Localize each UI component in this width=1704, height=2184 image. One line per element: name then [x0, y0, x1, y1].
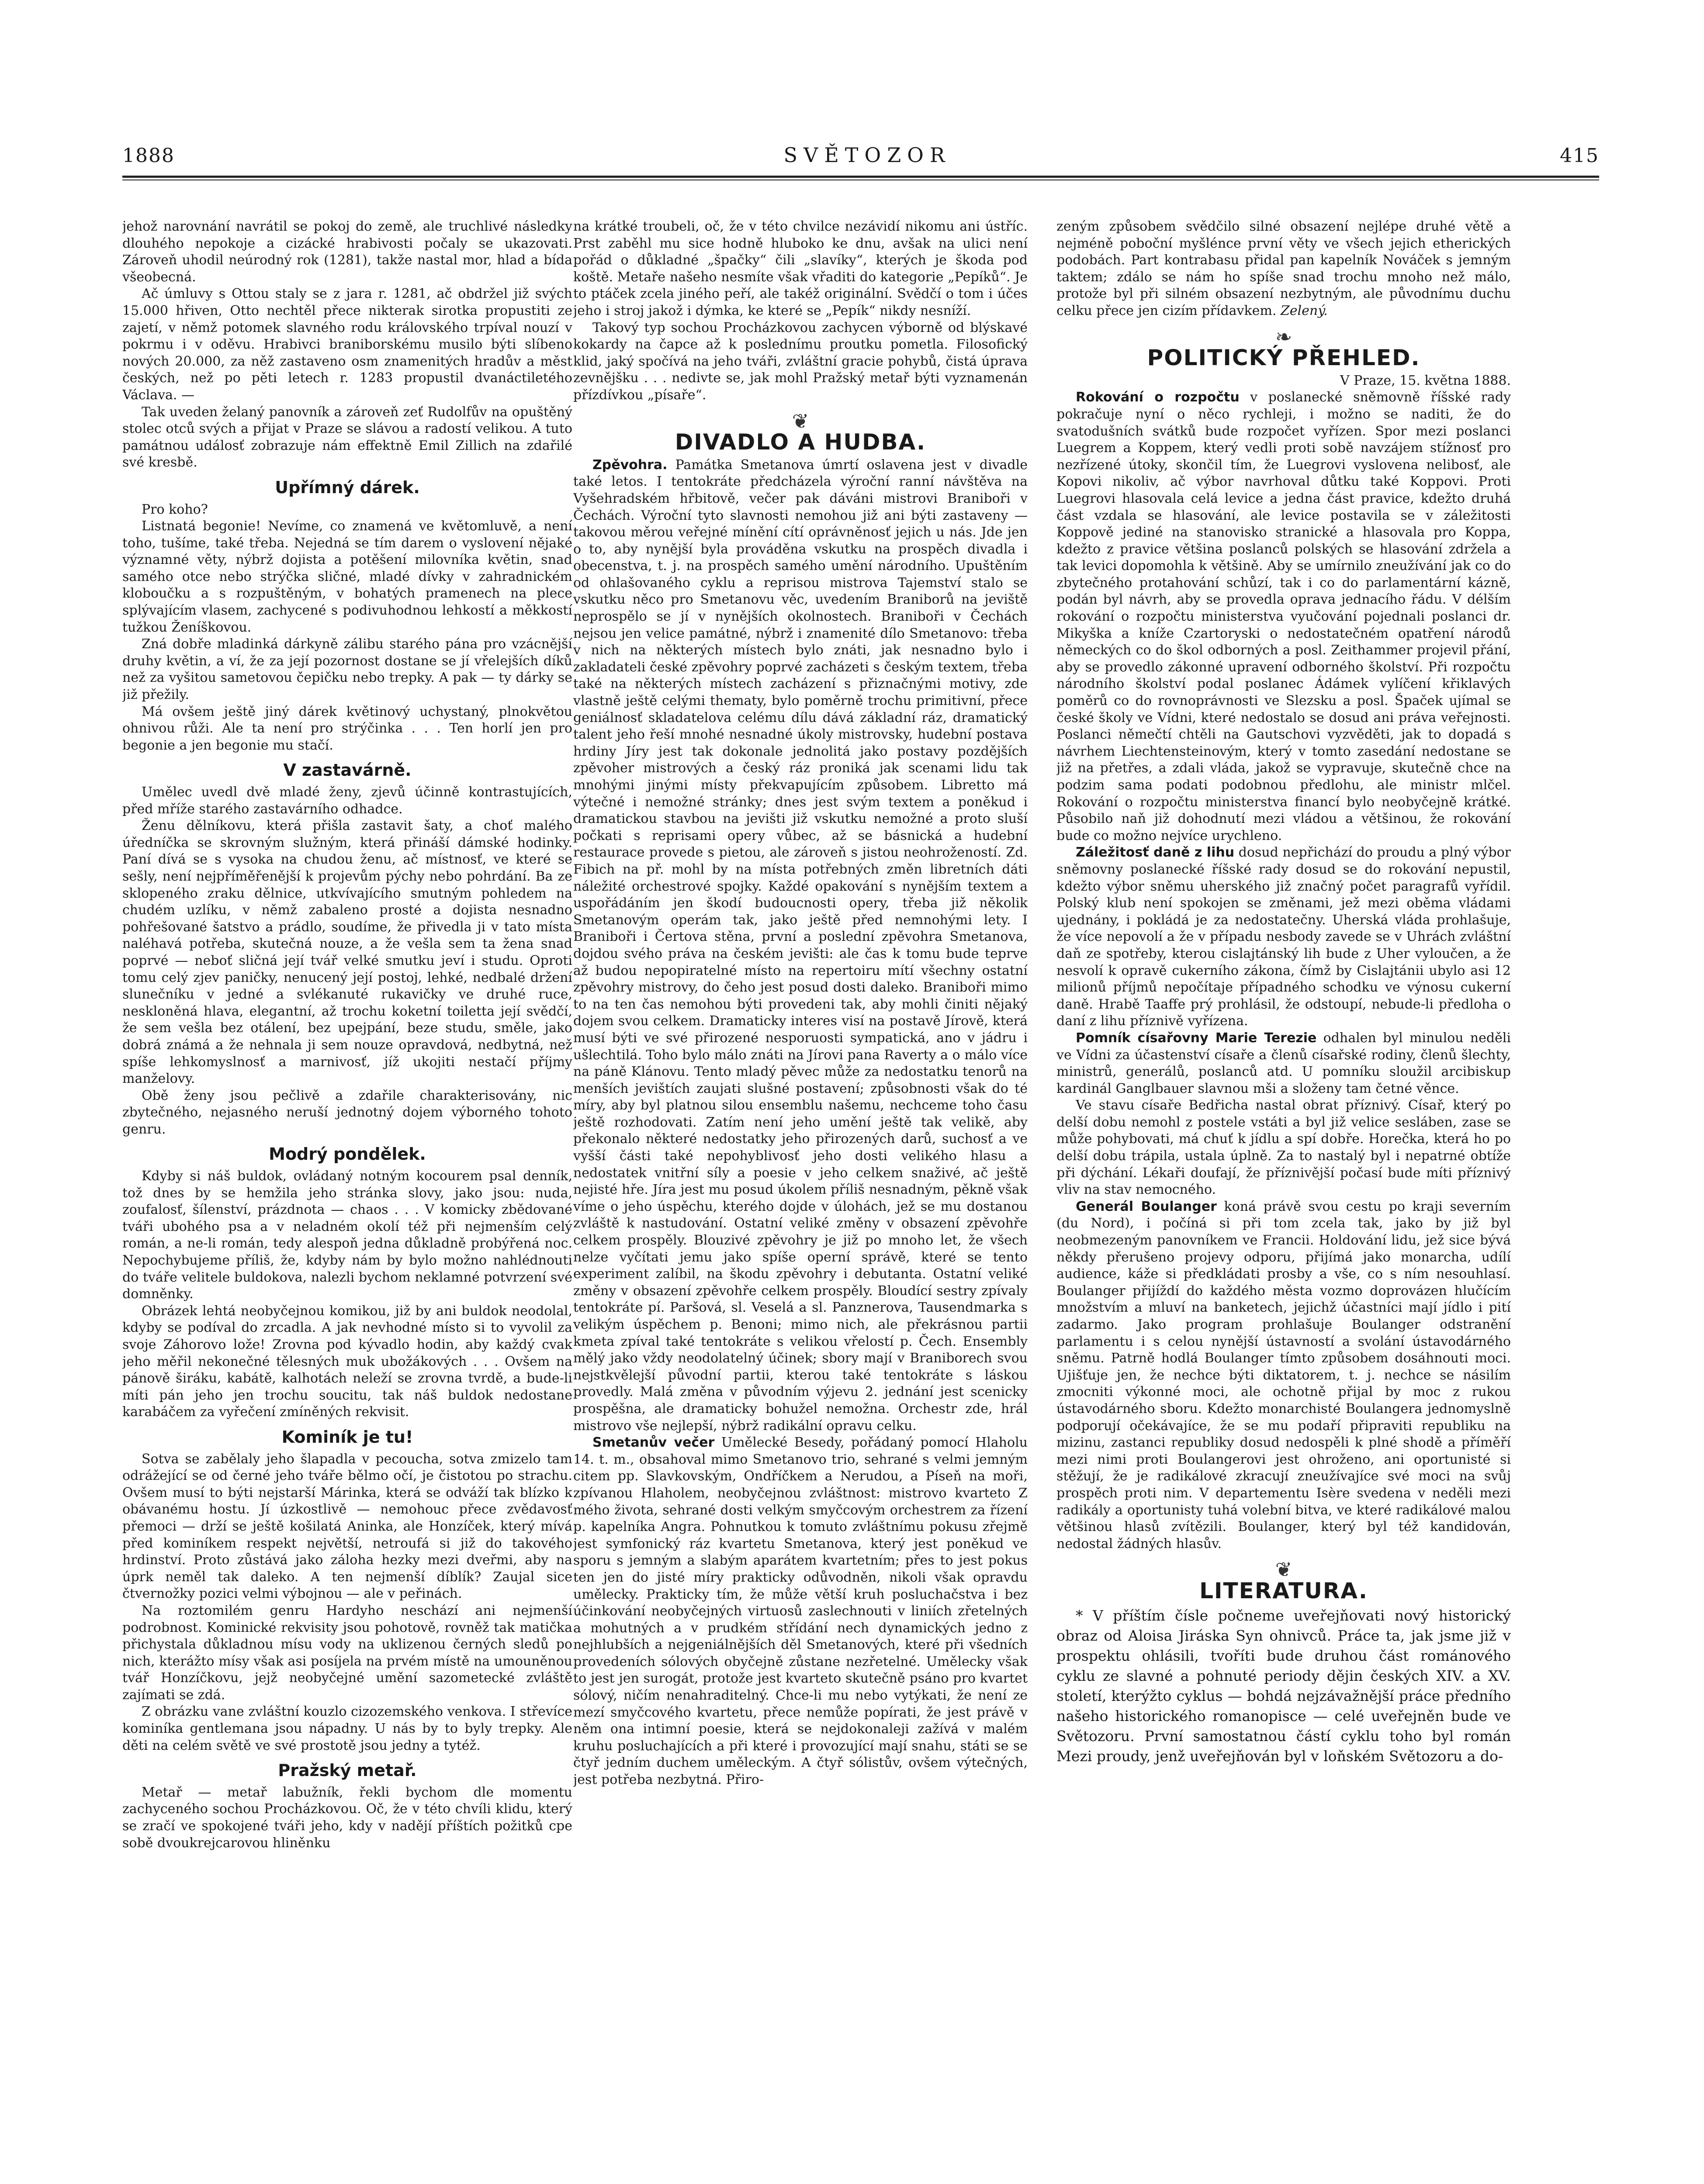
paragraph: Má ovšem ještě jiný dárek květinový uchystaný, plnokvětou ohnivou růži. Ale ta není pro strýčinka . . . Ten horlí jen pro begonie a jen begonie mu stačí. — [122, 704, 572, 753]
paragraph: na krátké troubeli, oč, že v této chvilce nezávidí nikomu ani ústříc. Prst zaběhl mu sice hodně hluboko ke dnu, avšak na ulici není pořád o důkladné „špačky“ čili „slavíky“, kterých je škoda pod koště. Metaře našeho nesmíte však vřaditi do kategorie „Pepíků“. Je to ptáček zcela jiného peří, ale takéž originální. Svědčí o tom i účes jeho i stroj jakož i dýmka, ke které se „Pepík“ nikdy nesníží. — [573, 219, 1028, 318]
paragraph: Metař — metař labužník, řekli bychom dle momentu zachyceného sochou Procházkovou. Oč, že v této chvíli klidu, který se zračí ve spokojené tváři jeho, kdy v nadějí příštích požitků cpe sobě dvoukrejcarovou hliněnku — [122, 1784, 572, 1851]
section-heading-theatre: DIVADLO A HUDBA. — [675, 429, 926, 455]
paragraph: Tak uveden želaný panovník a zároveň zeť Rudolfův na opuštěný stolec otců svých a přijat v Praze se slávou a radostí velikou. A tuto památnou událosť zobrazuje nám effektně Emil Zillich na zdařilé své kresbě. — [122, 404, 572, 470]
column-left — [122, 218, 572, 2118]
paragraph: Zpěvohra. Památka Smetanova úmrtí oslavena jest v divadle také letos. I tentokráte předcházela výroční ranní návštěva na Vyšehradském hřbitově, večer pak dáváni mistrovi Braniboři v Čechách. Výroční tyto slavnosti nemohou již ani býti zastaveny — takovou měrou veřejné mínění cítí oprávněnosť jejich u nás. Jde jen o to, aby nynější byla prováděna vskutku na prospěch divadla i obecenstva, t. j. na prospěch samého umění národního. Upuštěním od ohlašovaného cyklu a reprisou mistrova Tajemství stalo se vskutku něco pro Smetanovu věc, uvedením Braniborů na jeviště neprospělo se jí v nynějších okolnostech. Braniboři v Čechách nejsou jen velice památné, nýbrž i znamenité dílo Smetanovo: třeba v nich na některých místech bylo znáti, jak nesnadno bylo i zakladateli české zpěvohry poprvé zacházeti s českým textem, třeba také na některých místech zacházení s přiznačnými motivy, zde vlastně ještě celými thematy, bylo poměrně trochu primitivní, přece geniálnosť skladatelova celému dílu dává základní ráz, dramatický talent jeho řeší mnohé nesnadné úkoly mistrovsky, hudební postava hrdiny Jíry jest tak dokonale jednolitá jako postavy pozdějších zpěvoher mistrových a český ráz proniká jak scenami lidu tak mnohými jinými místy překvapujícím způsobem. Libretto má výtečné i nemožné stránky; dnes jest svým textem a poněkud i dramatickou stavbou na jevišti již vskutku nemožné a proto sluší počkati s reprisami opery vůbec, až se básnická a hudební restaurace provede s pietou, ale zároveň s jistou neohrožeností. Zd. Fibich na př. mohl by na místa potřebných změn libretních dáti náležité orchestrové spojky. Každé opakování s nynějším textem a uspořádáním jen škodí budoucnosti opery, třeba již několik Smetanovým operám tak, jako ještě před nemnohými lety. I Braniboři i Čertova stěna, první a poslední zpěvohra Smetanova, dojdou svého práva na českém jevišti: ale čas k tomu bude teprve až budou nepopiratelné místo na repertoiru mítí všechny ostatní zpěvohry mistrovy, do čeho jest posud dosti daleko. Braniboři mimo to na ten čas nemohou býti provedeni tak, aby mohli činiti nějaký dojem svou celkem. Dramaticky interes visí na postavě Jírově, která musí býti ve své přirozené nesporuosti sympatická, ano v jádru i ušlechtilá. Toho bylo málo znáti na Jírovi pana Raverty a o málo více na páně Klánovu. Tento mladý pěvec může za nedostatku tenorů na menších jevištích zaujati slušné postavení; způsobnosti však do té míry, aby byl platnou silou ensemblu našemu, nechceme toho času ještě rozhodovati. Zatím není jeho umění ještě tak velikě, aby překonalo některé nedostatky jeho přirozených darů, suchosť a ve vyšší části také nepohyblivosť jeho dosti velikého hlasu a nedostatek vnitřní síly a poesie v jeho celkem snaživé, ač ještě nejisté hře. Jíra jest mu posud úkolem příliš nesnadným, pěkně však víme o jeho úspěchu, kterého dojde v úlohách, jež se mu dostanou zvláště k nastudování. Ostatní veliké změny v obsazení zpěvohře celkem prospěly. Blouzivé zpěvohry je již po mnoho let, že všech nelze vyčítati jemu jako spíše operní správě, které se tento experiment zalíbil, na škodu zpěvohry i debutanta. Ostatní veliké změny v obsazení zpěvohře celkem prospěly. Bloudící sestry zpívaly tentokráte pí. Paršová, sl. Veselá a sl. Panznerova, Tausendmarka s velikým úspěchem p. Benoni; mimo nich, ale překrásnou partii kmeta zpíval také tentokráte s velikou vřelostí p. Čech. Ensembly mělý jako vždy neodolatelný účinek; sbory mají v Braniborech svou nejstkvělejší původní partii, kterou také tentokráte s láskou provedly. Malá změna v původním výjevu 2. jednání jest scenicky prospěšna, ale dramaticky bohužel nemožna. Orchestr zde, hrál mistrovo vše nejlepší, nýbrž radikální opravu celku. — [573, 457, 1028, 1434]
header-rule — [122, 176, 1599, 180]
ornament-icon: ❦ — [1275, 1558, 1292, 1582]
lead-term: Rokování o rozpočtu — [1076, 390, 1240, 405]
paragraph: Pro koho? — [142, 501, 208, 517]
column-right — [1056, 218, 1511, 2118]
header-page-number: 415 — [1560, 145, 1599, 167]
lead-term: Zpěvohra. — [592, 457, 668, 473]
paragraph: Ženu dělníkovu, která přišla zastavit šaty, a choť malého úředníčka se skrovným služným, která přináší dámské hodinky. Paní dívá se s vysoka na chudou ženu, ač místnosť, ve které se sešly, není nejpříměřenější k projevům pýchy nebo pohrdání. Ba ze sklopeného zraku dělnice, utkvívajícího smutným pohledem na chudém uzlíku, v němž zabaleno prosté a dojista nesnadno pohřešované šatstvo a prádlo, soudíme, že přivedla ji v tato místa naléhavá potřeba, skutečná nouze, a že vešla sem ta žena snad poprvé — neboť sličná její tvář velké smutku jeví i studu. Oproti tomu celý zjev paničky, nenucený její postoj, lehké, nedbalé držení slunečníku v jedné a svlékanuté rukavičky ve druhé ruce, neskloněná hlava, elegantní, až trochu koketní toiletta její svědčí, že sem vešla bez otálení, bez upejpání, beze studu, směle, jako dobrá známá a že nehnala ji sem nouze opravdová, nedbytná, než spíše lehkomyslnosť a marnivosť, jíž ukojiti nestačí příjmy manželovy. — [122, 818, 572, 1087]
paragraph: Sotva se zabělaly jeho šlapadla v pecoucha, sotva zmizelo tam odrážející se od černé jeho tváře bělmo očí, je čistotou po strachu. Ovšem musí to býti nejstarší Márinka, která se odváží tak blízko k obávanému hostu. Jí úzkostlivě — nemohouc přece zvědavosť přemoci — drží se ještě košilatá Aninka, ale Honzíček, který mívá před kominíkem respekt největší, netroufá si již do takového hrdinství. Proto zůstává jako záloha hezky mezi dveřmi, aby na úprk neměl tak daleko. A ten nejmenší díblík? Zaujal sice čtvernožky pozici velmi výbojnou — ale v peřinách. — [122, 1451, 572, 1602]
paragraph: Zná dobře mladinká dárkyně zálibu starého pána pro vzácnější druhy květin, a ví, že za její pozornost dostane se jí vřelejších díků než za vyšitou sametovou čepičku nebo trepky. A pak — ty dárky se již přežily. — [122, 636, 572, 703]
paragraph: Na roztomilém genru Hardyho neschází ani nejmenší podrobnost. Kominické rekvisity jsou pohotově, rovněž tak matička přichystala důkladnou mísu vody na uklizenou černých sledů po nich, kterážto mísy však asi posíjela na prvém místě na umouněnou tvář Honzíčkovu, jejž neobyčejné umění sazometecké zvláště zajímati se zdá. — [122, 1603, 572, 1703]
paragraph: Rokování o rozpočtu v poslanecké sněmovně říšské rady pokračuje nyní o něco rychleji, i možno se naditi, že do svatodušních svátků bude rozpočet vyřízen. Spor mezi poslanci Luegrem a Koppem, který vedli proti sobě navzájem stížnosť pro nezřízené útoky, skončil tím, že Luegrovi vyslovena nelibosť, ale Kopovi nikoliv, ač výbor navrhoval důtku také Koppovi. Proti Luegrovi hlasovala celá levice a jedna část pravice, kdežto druhá část vzdala se hlasování, ale levice postavila se v záležitosti Koppově jediné na stanovisko stranické a hlasovala pro Koppa, kdežto z pravice většina poslanců polských se hlasování zdržela a tak levici dopomohla k většině. Aby se umírnilo zneužívání jak co do zbytečného protahování schůzí, tak i co do parlamentární kázně, podán byl návrh, aby se provedla oprava jednacího řádu. V délším rokování o rozpočtu ministerstva vyučování pojednali poslanci dr. Mikyška a kníže Czartoryski o nedostatečném opatření národů německých co do škol odborných a posl. Zeithammer projevil přání, aby se provedlo zákonné upravení odborného školství. Při rozpočtu národního školství podal poslanec Ádámek vylíčení křiklavých poměrů co do rovnoprávnosti ve Slezsku a posl. Špaček ujímal se české školy ve Vídni, které nedostalo se dosud ani práva veřejnosti. Poslanci němečtí chtěli na Gautschovi vyzvěděti, jak to dopadá s návrhem Liechtensteinovým, který v tomto zasedání nedostane se již na přetřes, a zdali vláda, jakož se vypravuje, skutečně chce na podzim sama podati podobnou předlohu, ale ministr mlčel. Rokování o rozpočtu ministerstva financí bylo neobyčejně krátké. Působilo naň již dohodnutí mezi vládou a většinou, že rokování bude co možno nejvíce urychleno. — [1056, 390, 1511, 843]
header-year: 1888 — [122, 145, 175, 167]
paragraph: Kdyby si náš buldok, ovládaný notným kocourem psal denník, tož dnes by se hemžila jeho stránka slovy, jako jsou: nuda, zoufalosť, šílenství, prázdnota — chaos . . . V komicky zbědované tváři ubohého psa a v neladném okolí též při nejmenším celý román, a ne-li román, tedy alespoň jedna důkladně probýřená noc. Nepochybujeme příliš, že, kdyby nám by bylo možno nahlédnouti do tváře velitele buldokova, nalezli bychom neklamné potvrzení své domněnky. — [122, 1168, 572, 1302]
paragraph: Z obrázku vane zvláštní kouzlo cizozemského venkova. I střevíce kominíka gentlemana jsou nápadny. U nás by to byly trepky. Ale děti na celém světě ve své prostotě jsou jedny a tytéž. — [122, 1704, 572, 1753]
paragraph: Takový typ sochou Procházkovou zachycen výborně od blýskavé kokardy na čapce až k poslednímu proutku pometla. Filosofický klid, jaký spočívá na jeho tváři, zvláštní gracie pohybů, čistá úprava zevnějšku . . . nedivte se, jak mohl Pražský metař býti vyznamenán přízdívkou „písaře“. — [573, 320, 1028, 403]
author-signature: Zelený. — [1280, 303, 1328, 318]
page-header — [122, 143, 1599, 174]
article-heading: Kominík je tu! — [281, 1427, 413, 1447]
column-middle — [573, 218, 1028, 2118]
lead-term: Smetanův večer — [592, 1435, 715, 1451]
ornament-icon: ❧ — [1275, 325, 1292, 349]
paragraph: Listnatá begonie! Nevíme, co znamená ve květomluvě, a není toho, tušíme, také třeba. Nejedná se tím darem o vyslovení nějaké významné věty, nýbrž dojista a potěšení milovníka květin, snad samého otce nebo strýčka sličné, mladé dívky v zahradnickém kloboučku a s rozpuštěným, v bohatých pramenech na plece splývajícím vlasem, zachycené s podivuhodnou lehkostí a měkkostí tužkou Ženíškovou. — [122, 518, 572, 635]
paragraph: Ve stavu císaře Bedřicha nastal obrat příznivý. Císař, který po delší dobu nemohl z postele vstáti a byl již velice sesláben, zase se může pohybovati, má chuť k jídlu a spí dobře. Horečka, která ho po delší dobu trápila, ustala úplně. Za to nastalý byl i nepatrné obtíže při dýchání. Lékaři doufají, že příznivější počasí bude míti příznivý vliv na stav nemocného. — [1056, 1098, 1511, 1198]
paragraph: Pomník císařovny Marie Terezie odhalen byl minulou neděli ve Vídni za účastenství císaře a členů císařské rodiny, členů šlechty, ministrů, generálů, poslanců atd. U pomníku sloužil arcibiskup kardinál Ganglbauer slavnou mši a složeny tam četné věnce. — [1056, 1030, 1511, 1096]
paragraph: Ač úmluvy s Ottou staly se z jara r. 1281, ač obdržel již svých 15.000 hřiven, Otto nechtěl přece nikterak sirotka propustiti ze zajetí, v němž potomek slavného rodu královského trpíval nouzí v pokrmu i v oděvu. Hrabivci braniborskému musilo býti slíbeno nových 20.000, za něž zastaveno osm znamenitých hradův a měst českých, než po pěti letech r. 1283 propustil dvanáctiletého Václava. — — [122, 286, 572, 403]
section-heading-literature: LITERATURA. — [1199, 1578, 1368, 1603]
lead-term: Pomník císařovny Marie Terezie — [1076, 1030, 1317, 1046]
lead-term: Generál Boulanger — [1076, 1199, 1217, 1214]
article-heading: Upřímný dárek. — [275, 477, 420, 497]
article-heading: V zastavárně. — [283, 760, 412, 780]
paragraph: * V příštím čísle počneme uveřejňovati nový historický obraz od Aloisa Jiráska Syn ohnivců. Práce ta, jak jsme již v prospektu ohlásili, tvoříti bude druhou část románového cyklu ze slavné a pohnuté periody dějin českých XIV. a XV. století, kterýžto cyklus — bohdá nejzávažnější práce předního našeho historického romanopisce — celé uveřejněn bude ve Světozoru. První samostatnou částí cyklu toho byl román Mezi proudy, jenž uveřejňován byl v loňském Světozoru a do- — [1056, 1607, 1511, 1765]
lead-term: Záležitosť daně z lihu — [1076, 845, 1235, 860]
article-heading: Pražský metař. — [278, 1761, 417, 1780]
paragraph: Obě ženy jsou pečlivě a zdařile charakterisovány, nic zbytečného, nejasného neruší jednotný dojem výborného tohoto genru. — [122, 1088, 572, 1137]
article-heading: Modrý pondělek. — [269, 1144, 426, 1164]
paragraph: Smetanův večer Umělecké Besedy, pořádaný pomocí Hlaholu 14. t. m., obsahoval mimo Smetanovo trio, sehrané s velmi jemným citem pp. Slavkovským, Ondříčkem a Nerudou, a Píseň na moři, zpívanou Hlaholem, neobyčejnou zvláštnost: mistrovo kvarteto Z mého života, sehrané dosti velkým smyčcovým orchestrem za řízení p. kapelníka Angra. Pohnutkou k tomuto zvláštnímu pokusu zřejmě jest symfonický ráz kvartetu Smetanova, který jest poněkud ve sporu s jemným a slabým aparátem kvartetním; přes to jest pokus ten jen do jisté míry prakticky odůvodněn, nikoli však opravdu umělecky. Prakticky tím, že může větší kruh posluchačstva i bez účinkování neobyčejných virtuosů zaslechnouti v liniích zřetelných a mohutných a v prudkém střídání nech dynamických jedno z nejhlubších a nejgeniálnějších děl Smetanových, které při všedních provedeních sólových obyčejně zůstane nezřetelné. Umělecky však to jest jen surogát, protože jest kvarteto skutečně psáno pro kvartet sólový, ničím nenahraditelný. Chce-li mu nebo vytýkati, že není ze mezí smyčcového kvartetu, přece nemůže popírati, že jest právě v něm ona intimní poesie, která se nejdokonaleji zažívá v malém kruhu posluchajících a při které i provozující mají snahu, státi se se čtyř jedním duchem uměleckým. A čtyř sólistův, ovšem výtečných, jest potřeba nezbytná. Přiro- — [573, 1435, 1028, 1788]
paragraph: Obrázek lehtá neobyčejnou komikou, již by ani buldok neodolal, kdyby se podíval do zrcadla. A jak nevhodné místo si to vyvolil za svoje Záhorovo lože! Zrovna pod kývadlo hodin, aby každý cvak jeho měřil nekonečné tělesných muk ubožákových . . . Ovšem na pánově širáku, kabátě, kalhotách neleží se zrovna tvrdě, a bude-li míti pán jeho jen trochu soucitu, tak náš buldok nedostane karabáčem za vyřečení zmíněných rekvisit. — [122, 1303, 572, 1420]
dateline: V Praze, 15. května 1888. — [1340, 373, 1511, 388]
section-heading-politics: POLITICKÝ PŘEHLED. — [1147, 345, 1420, 371]
paragraph: Umělec uvedl dvě mladé ženy, zjevů účinně kontrastujících, před mříže starého zastavárního odhadce. — [122, 784, 572, 817]
paragraph: zeným způsobem svědčilo silné obsazení nejlépe druhé větě a nejméně poboční myšlénce první věty ve všech jejich etherických podobách. Part kontrabasu přidal pan kapelník Nováček s jemným taktem; zdálo se nám ho spíše snad trochu mnoho než málo, protože byl při silném obsazení nezbytným, ale původnímu duchu celku přece jen cizím přídavkem. Zelený. — [1056, 219, 1511, 318]
paragraph: Záležitosť daně z lihu dosud nepřichází do proudu a plný výbor sněmovny poslanecké říšské rady dosud se do rokování nepustil, kdežto výbor sněmu uherského již značný počet paragrafů vyřídil. Polský klub není spokojen se změnami, jež mezi oběma vládami ujednány, i pokládá je za nedostatečny. Uherská vláda prohlašuje, že více nepovolí a že v případu nesbody zavede se v Uhrách zvláštní daň ze spotřeby, kterou cislajtánský lih bude z Uher vyloučen, a že nesvolí k opravě cukerního zákona, čímž by Cislajtánii ubylo asi 12 milionů příjmů nepočítaje případného schodku ve výnosu cukerní daně. Hrabě Taaffe prý prohlásil, že odstoupí, nebude-li předloha o daní z lihu příznivě vyřízena. — [1056, 845, 1511, 1029]
paragraph: Generál Boulanger koná právě svou cestu po kraji severním (du Nord), i počíná si při tom zcela tak, jako by již byl neobmezeným panovníkem ve Francii. Holdování lidu, jež sice bývá někdy přerušeno projevy odporu, přijímá jako monarcha, udílí audience, káže si předkládati prosby a vše, co s ním nesouhlasí. Boulanger přijíždí do každého města vozmo doprovázen hlučícím množstvím a mluví na banketech, jejichž účastníci mají jídlo i pití zadarmo. Jako program prohlašuje Boulanger odstranění parlamentu i s celou nynější ústavností a svolání ústavodárného sněmu. Patrně hodlá Boulanger tímto způsobem dosáhnouti moci. Ujišťuje jen, že nechce býti diktatorem, t. j. nechce se násilím zmocniti výkonné moci, ale ochotně přijal by moc z rukou ústavodárného sboru. Kdežto monarchisté Boulangera jednomyslně podporují očekávajíce, že se mu podaří připraviti republiku na mizinu, zastanci republiky dosud nedospěli k plné shodě a příměří mezi nimi proti Boulangerovi jest ohroženo, ani oportunisté si stěžují, že je radikálové zkracují zneužívajíce své moci na svůj prospěch proti nim. V departementu Isère svedena v neděli mezi radikály a oportunisty tuhá volební bitva, ve které radikálové malou většinou hlasů zvítězili. Boulanger, který byl též kandidován, nedostal žádných hlasův. — [1056, 1199, 1511, 1552]
header-title: SVĚTOZOR — [783, 143, 951, 167]
paragraph: jehož narovnání navrátil se pokoj do země, ale truchlivé následky dlouhého nepokoje a cizácké hrabivosti počaly se ukazovati. Zároveň uhodil neúrodný rok (1281), takže nastal mor, hlad a bída všeobecná. — [122, 219, 572, 285]
ornament-icon: ❦ — [792, 409, 809, 433]
